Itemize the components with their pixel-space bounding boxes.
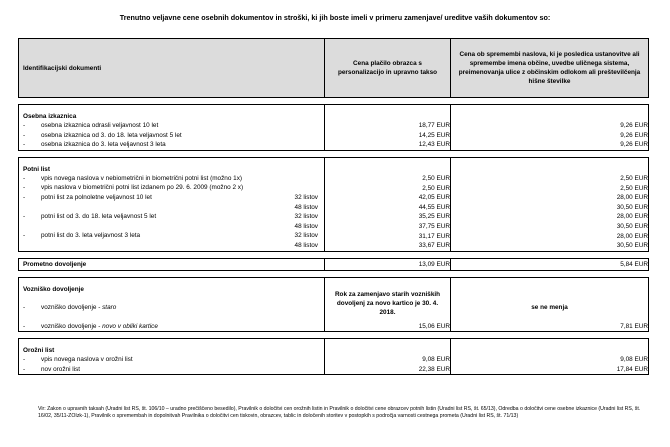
source-footnote: Vir: Zakon o upravnih taksah (Uradni list RS, št. 106/10 – uradno prečiščeno besedilo), Pravilnik o določitvi cen orožnih listin in Pravilnik o določitvi cene obrazcev potnih listin (Uradni list RS, št. 65/13), Odredba o določitvi cene osebne izkaznice (Uradni list RS, št. 16/02, 35/11-ZOIzk-1), Pravilnik o spremembah in dopolnitvah Pravilnika o določitvi cen tiskovin, obrazcev, tablic in določenih storitev v postopkih s področja varnosti cestnega prometa (Uradni list RS, št. 71/13)	[38, 406, 641, 419]
row-label: vpis novega naslova v nebiometrični in biometrični potni list (možno 1x)	[41, 174, 243, 182]
row-price: 31,17 EUR	[325, 231, 451, 241]
table-row	[19, 241, 649, 251]
table-header-row	[19, 39, 649, 98]
row-change-price: 30,50 EUR	[451, 241, 649, 251]
row-label: vpis novega naslova v orožni list	[41, 356, 133, 364]
row-dash: -	[23, 232, 26, 240]
row-dash: -	[23, 131, 26, 139]
row-dash: -	[23, 303, 26, 311]
row-dash: -	[23, 213, 26, 221]
row-label: osebna izkaznica odrasli veljavnost 10 let	[41, 122, 159, 129]
section-title: Potni list	[19, 165, 325, 174]
table-row	[19, 121, 649, 131]
row-change-price: 28,00 EUR	[451, 231, 649, 241]
table-row	[19, 140, 649, 150]
row-label-text: vozniško dovoljenje -	[41, 303, 103, 311]
row-price: 2,50 EUR	[325, 174, 451, 184]
row-label-text: vozniško dovoljenje -	[41, 322, 103, 330]
row-label-italic: staro	[102, 303, 117, 311]
row-label	[19, 204, 41, 211]
table-row	[19, 231, 649, 241]
row-label: potni list do 3. leta veljavnost 3 leta	[41, 232, 141, 240]
row-dash: -	[23, 356, 26, 364]
row-label	[19, 223, 41, 230]
row-label: osebna izkaznica od 3. do 18. leta veljavnost 5 let	[41, 131, 182, 139]
table-row	[19, 203, 649, 213]
section-title: Prometno dovoljenje	[19, 258, 325, 270]
table-row	[19, 355, 649, 365]
table-row	[19, 193, 649, 203]
section-title: Vozniško dovoljenje	[19, 285, 325, 294]
row-price: 35,25 EUR	[325, 212, 451, 222]
row-change-price: 9,26 EUR	[451, 131, 649, 141]
row-label-italic: novo v obliki kartice	[102, 322, 158, 330]
row-price: 14,25 EUR	[325, 131, 451, 141]
row-label	[19, 304, 116, 311]
row-price: 15,06 EUR	[325, 322, 451, 332]
price-table	[18, 38, 649, 375]
row-change-price: 17,84 EUR	[451, 365, 649, 375]
row-label: potni list za polnoletne veljavnost 10 let	[41, 193, 152, 201]
row-change-price: se ne menja	[451, 294, 649, 322]
row-change-price: 30,50 EUR	[451, 203, 649, 213]
row-price: 44,55 EUR	[325, 203, 451, 213]
row-dash: -	[23, 174, 26, 182]
row-dash: -	[23, 365, 26, 373]
row-label: nov orožni list	[41, 365, 81, 373]
section-osebna-izkaznica	[19, 112, 649, 121]
row-label: potni list od 3. do 18. leta veljavnost 5 let	[41, 213, 157, 221]
row-price: 12,43 EUR	[325, 140, 451, 150]
row-pages: 32 listov	[294, 193, 318, 201]
page-title: Trenutno veljavne cene osebnih dokumentov in stroški, ki jih boste imeli v primeru zamenjave/ ureditve vaših dokumentov so:	[119, 13, 551, 22]
row-price: 2,50 EUR	[325, 183, 451, 193]
row-change-price: 9,26 EUR	[451, 121, 649, 131]
row-change-price: 7,81 EUR	[451, 322, 649, 332]
row-price: 42,05 EUR	[325, 193, 451, 203]
row-dash: -	[23, 122, 26, 129]
row-change-price: 28,00 EUR	[451, 193, 649, 203]
row-change-price: 2,50 EUR	[451, 183, 649, 193]
row-label: vpis naslova v biometrični potni list izdanem po 29. 6. 2009 (možno 2 x)	[41, 184, 244, 192]
row-dash: -	[23, 141, 26, 149]
table-row	[19, 322, 649, 332]
row-pages: 48 listov	[294, 241, 318, 249]
row-pages: 48 listov	[294, 222, 318, 230]
header-cena-sprememba: Cena ob spremembi naslova, ki je posledica ustanovitve ali spremembe imena občine, uvedbe uličnega sistema, preimenovanja ulice z občinskim odlokom ali preštevilčenja hišne številke	[451, 39, 649, 98]
row-change-price: 9,08 EUR	[451, 355, 649, 365]
row-price: 37,75 EUR	[325, 222, 451, 232]
section-potni-list	[19, 165, 649, 174]
row-dash: -	[23, 322, 26, 330]
table-row	[19, 131, 649, 141]
row-price: 22,38 EUR	[325, 365, 451, 375]
row-price: 13,09 EUR	[325, 258, 451, 270]
row-change-price: 30,50 EUR	[451, 222, 649, 232]
row-dash: -	[23, 184, 26, 192]
table-row	[19, 365, 649, 375]
row-price: 18,77 EUR	[325, 121, 451, 131]
section-orozni-list	[19, 346, 649, 355]
row-pages: 32 listov	[294, 232, 318, 240]
replacement-deadline-note: Rok za zamenjavo starih vozniških dovoljenj za novo kartico je 30. 4. 2018.	[334, 290, 441, 316]
section-voznisko-dovoljenje	[19, 285, 649, 294]
section-title: Orožni list	[19, 346, 325, 355]
row-change-price: 9,26 EUR	[451, 140, 649, 150]
row-change-price: 28,00 EUR	[451, 212, 649, 222]
header-cena-obrazca: Cena plačilo obrazca s personalizacijo in upravno takso	[325, 39, 451, 98]
row-change-price: 2,50 EUR	[451, 174, 649, 184]
row-label	[19, 323, 158, 330]
table-row	[19, 222, 649, 232]
table-row	[19, 212, 649, 222]
row-label: osebna izkaznica do 3. leta veljavnost 3 leta	[41, 141, 166, 149]
row-label	[19, 242, 41, 249]
table-row	[19, 174, 649, 184]
row-dash: -	[23, 193, 26, 201]
row-price: 33,67 EUR	[325, 241, 451, 251]
table-row	[19, 183, 649, 193]
row-change-price: 5,84 EUR	[451, 258, 649, 270]
row-pages: 32 listov	[294, 213, 318, 221]
row-price: 9,08 EUR	[325, 355, 451, 365]
header-identifikacijski: Identifikacijski dokumenti	[19, 39, 325, 98]
section-prometno-dovoljenje	[19, 258, 649, 270]
section-title: Osebna izkaznica	[19, 112, 325, 121]
row-pages: 48 listov	[294, 203, 318, 211]
